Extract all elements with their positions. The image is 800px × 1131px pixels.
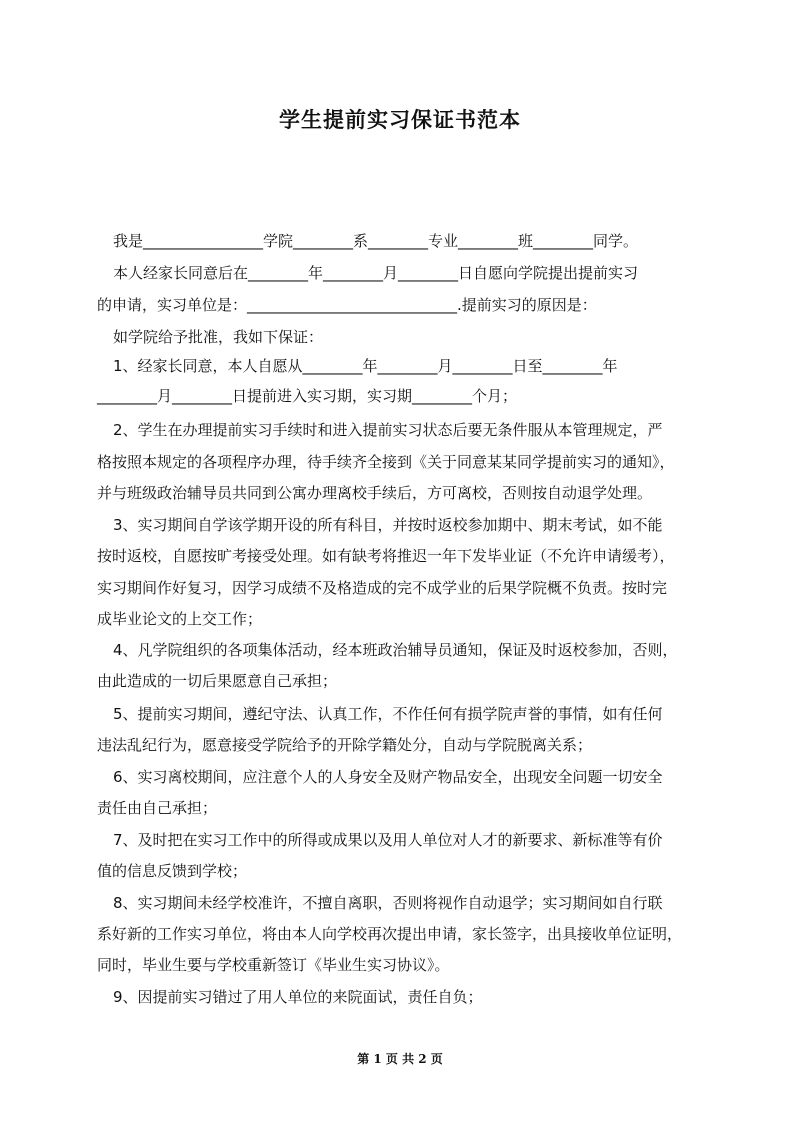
body-line: 由此造成的一切后果愿意自己承担；	[97, 672, 338, 690]
body-line: 4、凡学院组织的各项集体活动，经本班政治辅导员通知，保证及时返校参加，否则，	[113, 641, 678, 659]
body-line: 违法乱纪行为，愿意接受学院给予的开除学籍处分，自动与学院脱离关系；	[97, 736, 593, 754]
body-line: 6、实习离校期间，应注意个人的人身安全及财产物品安全，出现安全问题一切安全	[113, 768, 663, 786]
body-line: 2、学生在办理提前实习手续时和进入提前实习状态后要无条件服从本管理规定，严	[113, 421, 663, 439]
body-line: 1、经家长同意，本人自愿从________年________月________日至________年	[113, 357, 618, 375]
body-line: 如学院给予批准，我如下保证：	[113, 328, 324, 346]
body-line: ________月________日提前进入实习期，实习期________个月；	[97, 387, 518, 405]
body-line: 8、实习期间未经学校准许，不擅自离职，否则将视作自动退学；实习期间如自行联	[113, 894, 663, 912]
body-line: 本人经家长同意后在________年________月________日自愿向学院提出提前实习	[113, 264, 639, 282]
body-line: 系好新的工作实习单位，将由本人向学校再次提出申请，家长签字，出具接收单位证明，	[97, 925, 683, 943]
body-line: 并与班级政治辅导员共同到公寓办理离校手续后，方可离校，否则按自动退学处理。	[97, 484, 653, 502]
body-line: 的申请，实习单位是：____________________________.提前实习的原因是：	[97, 296, 597, 314]
body-line: 实习期间作好复习，因学习成绩不及格造成的完不成学业的后果学院概不负责。按时完	[97, 579, 668, 597]
body-line: 格按照本规定的各项程序办理，待手续齐全接到《关于同意某某同学提前实习的通知》，	[97, 453, 675, 471]
body-line: 3、实习期间自学该学期开设的所有科目，并按时返校参加期中、期末考试，如不能	[113, 516, 663, 534]
body-line: 5、提前实习期间，遵纪守法、认真工作，不作任何有损学院声誉的事情，如有任何	[113, 705, 663, 723]
body-line: 成毕业论文的上交工作；	[97, 610, 263, 628]
body-line: 7、及时把在实习工作中的所得或成果以及用人单位对人才的新要求、新标准等有价	[113, 831, 663, 849]
body-line: 责任由自己承担；	[97, 799, 218, 817]
body-line: 我是________________学院________系________专业________班________同学。	[113, 232, 639, 250]
page-footer: 第 1 页 共 2 页	[357, 1052, 443, 1066]
body-line: 值的信息反馈到学校；	[97, 862, 248, 880]
body-line: 同时，毕业生要与学校重新签订《毕业生实习协议》。	[97, 956, 450, 974]
document-title: 学生提前实习保证书范本	[279, 108, 521, 132]
body-line: 按时返校，自愿按旷考接受处理。如有缺考将推迟一年下发毕业证（不允许申请缓考），	[97, 547, 675, 565]
body-line: 9、因提前实习错过了用人单位的来院面试，责任自负；	[113, 988, 483, 1006]
